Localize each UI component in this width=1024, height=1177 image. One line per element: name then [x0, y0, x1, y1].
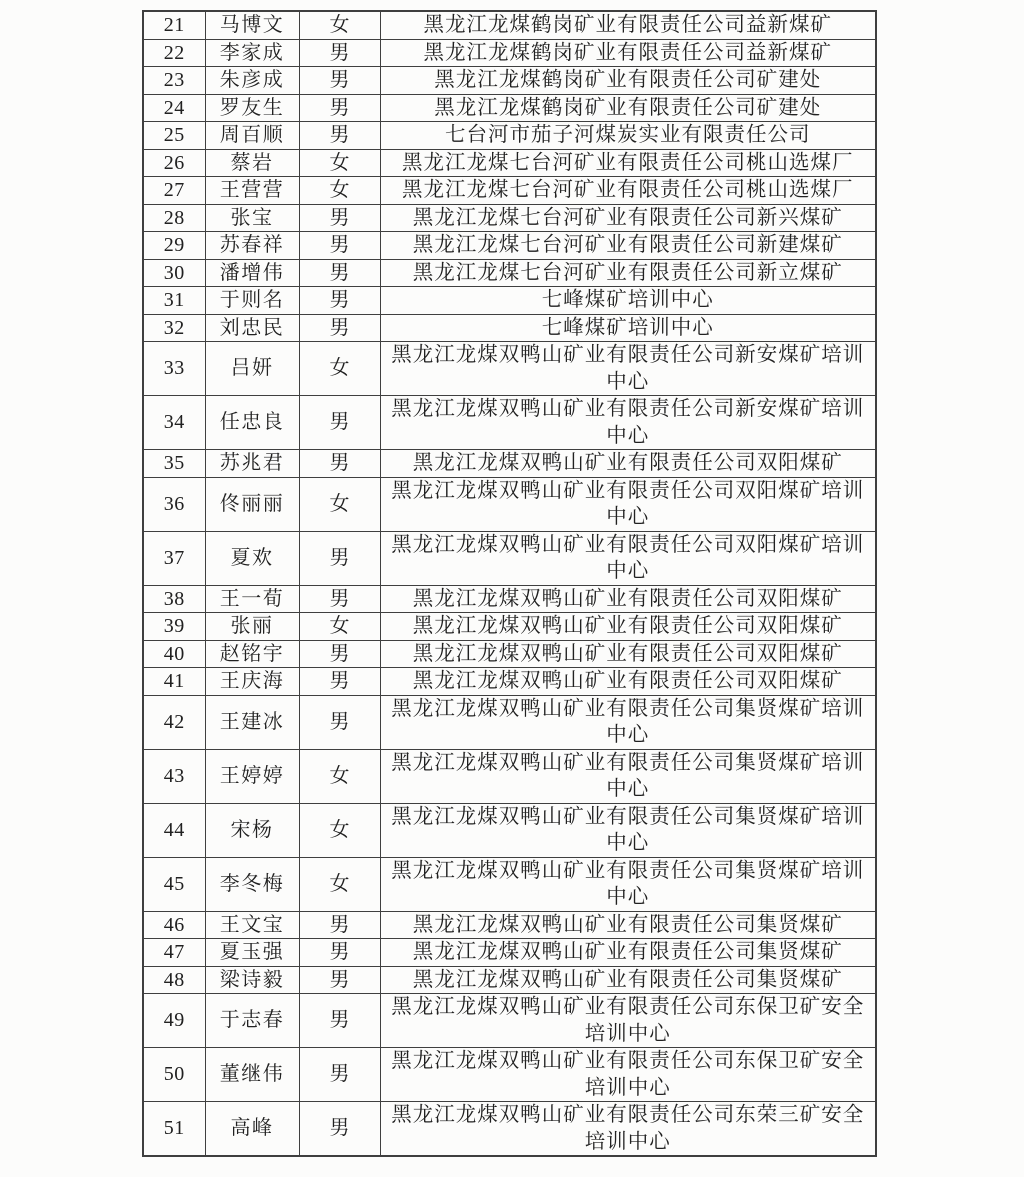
row-number-cell: 37 [143, 531, 205, 585]
name-cell: 王营营 [205, 177, 299, 205]
gender-cell: 女 [299, 477, 380, 531]
gender-cell: 女 [299, 613, 380, 641]
table-row [143, 94, 876, 122]
row-number-cell: 34 [143, 396, 205, 450]
gender-cell: 男 [299, 1102, 380, 1157]
gender-cell: 女 [299, 803, 380, 857]
row-number-cell: 51 [143, 1102, 205, 1157]
organization-cell: 黑龙江龙煤鹤岗矿业有限责任公司矿建处 [380, 94, 876, 122]
organization-cell: 黑龙江龙煤双鸭山矿业有限责任公司双阳煤矿 [380, 668, 876, 696]
gender-cell: 女 [299, 11, 380, 39]
organization-cell: 黑龙江龙煤七台河矿业有限责任公司桃山选煤厂 [380, 177, 876, 205]
name-cell: 罗友生 [205, 94, 299, 122]
table-row [143, 39, 876, 67]
row-number-cell: 24 [143, 94, 205, 122]
gender-cell: 男 [299, 67, 380, 95]
organization-cell: 黑龙江龙煤双鸭山矿业有限责任公司双阳煤矿 [380, 450, 876, 478]
table-row [143, 232, 876, 260]
row-number-cell: 43 [143, 749, 205, 803]
table-row [143, 342, 876, 396]
table-row [143, 122, 876, 150]
name-cell: 李冬梅 [205, 857, 299, 911]
table-row [143, 314, 876, 342]
name-cell: 周百顺 [205, 122, 299, 150]
organization-cell: 黑龙江龙煤七台河矿业有限责任公司桃山选煤厂 [380, 149, 876, 177]
organization-cell: 黑龙江龙煤双鸭山矿业有限责任公司新安煤矿培训中心 [380, 342, 876, 396]
gender-cell: 男 [299, 314, 380, 342]
name-cell: 高峰 [205, 1102, 299, 1157]
table-row [143, 11, 876, 39]
row-number-cell: 28 [143, 204, 205, 232]
row-number-cell: 35 [143, 450, 205, 478]
organization-cell: 七台河市茄子河煤炭实业有限责任公司 [380, 122, 876, 150]
name-cell: 赵铭宇 [205, 640, 299, 668]
name-cell: 王建冰 [205, 695, 299, 749]
row-number-cell: 38 [143, 585, 205, 613]
row-number-cell: 29 [143, 232, 205, 260]
table-row [143, 477, 876, 531]
name-cell: 蔡岩 [205, 149, 299, 177]
table-row [143, 531, 876, 585]
name-cell: 梁诗毅 [205, 966, 299, 994]
row-number-cell: 39 [143, 613, 205, 641]
row-number-cell: 30 [143, 259, 205, 287]
organization-cell: 黑龙江龙煤双鸭山矿业有限责任公司东保卫矿安全培训中心 [380, 1048, 876, 1102]
gender-cell: 男 [299, 668, 380, 696]
gender-cell: 男 [299, 450, 380, 478]
row-number-cell: 36 [143, 477, 205, 531]
organization-cell: 黑龙江龙煤双鸭山矿业有限责任公司双阳煤矿培训中心 [380, 531, 876, 585]
name-cell: 夏欢 [205, 531, 299, 585]
organization-cell: 黑龙江龙煤双鸭山矿业有限责任公司集贤煤矿 [380, 911, 876, 939]
table-row [143, 994, 876, 1048]
row-number-cell: 33 [143, 342, 205, 396]
name-cell: 王一荀 [205, 585, 299, 613]
gender-cell: 男 [299, 287, 380, 315]
table-row [143, 149, 876, 177]
organization-cell: 黑龙江龙煤双鸭山矿业有限责任公司新安煤矿培训中心 [380, 396, 876, 450]
organization-cell: 黑龙江龙煤双鸭山矿业有限责任公司集贤煤矿 [380, 966, 876, 994]
table-row [143, 857, 876, 911]
gender-cell: 男 [299, 396, 380, 450]
table-row [143, 749, 876, 803]
row-number-cell: 40 [143, 640, 205, 668]
row-number-cell: 44 [143, 803, 205, 857]
name-cell: 于则名 [205, 287, 299, 315]
row-number-cell: 22 [143, 39, 205, 67]
gender-cell: 男 [299, 39, 380, 67]
row-number-cell: 31 [143, 287, 205, 315]
row-number-cell: 46 [143, 911, 205, 939]
row-number-cell: 48 [143, 966, 205, 994]
table-row [143, 259, 876, 287]
row-number-cell: 41 [143, 668, 205, 696]
organization-cell: 黑龙江龙煤双鸭山矿业有限责任公司集贤煤矿培训中心 [380, 803, 876, 857]
gender-cell: 女 [299, 177, 380, 205]
personnel-roster-table [142, 10, 877, 1157]
organization-cell: 黑龙江龙煤双鸭山矿业有限责任公司双阳煤矿 [380, 585, 876, 613]
organization-cell: 七峰煤矿培训中心 [380, 314, 876, 342]
name-cell: 苏兆君 [205, 450, 299, 478]
gender-cell: 男 [299, 695, 380, 749]
row-number-cell: 45 [143, 857, 205, 911]
organization-cell: 黑龙江龙煤七台河矿业有限责任公司新立煤矿 [380, 259, 876, 287]
gender-cell: 男 [299, 122, 380, 150]
organization-cell: 黑龙江龙煤双鸭山矿业有限责任公司双阳煤矿 [380, 613, 876, 641]
name-cell: 王婷婷 [205, 749, 299, 803]
table-row [143, 287, 876, 315]
table-row [143, 966, 876, 994]
name-cell: 任忠良 [205, 396, 299, 450]
table-row [143, 67, 876, 95]
gender-cell: 男 [299, 911, 380, 939]
organization-cell: 黑龙江龙煤鹤岗矿业有限责任公司益新煤矿 [380, 11, 876, 39]
name-cell: 佟丽丽 [205, 477, 299, 531]
name-cell: 夏玉强 [205, 939, 299, 967]
table-row [143, 803, 876, 857]
organization-cell: 黑龙江龙煤双鸭山矿业有限责任公司集贤煤矿培训中心 [380, 857, 876, 911]
gender-cell: 男 [299, 939, 380, 967]
organization-cell: 黑龙江龙煤双鸭山矿业有限责任公司双阳煤矿 [380, 640, 876, 668]
table-row [143, 1102, 876, 1157]
table-row [143, 939, 876, 967]
row-number-cell: 25 [143, 122, 205, 150]
table-row [143, 613, 876, 641]
table-row [143, 396, 876, 450]
organization-cell: 黑龙江龙煤双鸭山矿业有限责任公司东保卫矿安全培训中心 [380, 994, 876, 1048]
name-cell: 吕妍 [205, 342, 299, 396]
name-cell: 张丽 [205, 613, 299, 641]
gender-cell: 女 [299, 857, 380, 911]
name-cell: 王文宝 [205, 911, 299, 939]
table-row [143, 640, 876, 668]
gender-cell: 男 [299, 204, 380, 232]
row-number-cell: 47 [143, 939, 205, 967]
organization-cell: 黑龙江龙煤双鸭山矿业有限责任公司集贤煤矿培训中心 [380, 749, 876, 803]
organization-cell: 黑龙江龙煤双鸭山矿业有限责任公司东荣三矿安全培训中心 [380, 1102, 876, 1157]
gender-cell: 男 [299, 994, 380, 1048]
name-cell: 王庆海 [205, 668, 299, 696]
name-cell: 朱彦成 [205, 67, 299, 95]
gender-cell: 女 [299, 342, 380, 396]
organization-cell: 七峰煤矿培训中心 [380, 287, 876, 315]
organization-cell: 黑龙江龙煤鹤岗矿业有限责任公司益新煤矿 [380, 39, 876, 67]
organization-cell: 黑龙江龙煤七台河矿业有限责任公司新兴煤矿 [380, 204, 876, 232]
table-row [143, 668, 876, 696]
table-row [143, 204, 876, 232]
organization-cell: 黑龙江龙煤鹤岗矿业有限责任公司矿建处 [380, 67, 876, 95]
name-cell: 刘忠民 [205, 314, 299, 342]
name-cell: 潘增伟 [205, 259, 299, 287]
gender-cell: 男 [299, 966, 380, 994]
gender-cell: 男 [299, 531, 380, 585]
table-row [143, 585, 876, 613]
name-cell: 苏春祥 [205, 232, 299, 260]
table-row [143, 1048, 876, 1102]
gender-cell: 男 [299, 585, 380, 613]
row-number-cell: 42 [143, 695, 205, 749]
table-row [143, 695, 876, 749]
row-number-cell: 23 [143, 67, 205, 95]
name-cell: 董继伟 [205, 1048, 299, 1102]
row-number-cell: 26 [143, 149, 205, 177]
roster-table-body [143, 11, 876, 1156]
row-number-cell: 32 [143, 314, 205, 342]
name-cell: 张宝 [205, 204, 299, 232]
gender-cell: 男 [299, 1048, 380, 1102]
name-cell: 李家成 [205, 39, 299, 67]
name-cell: 马博文 [205, 11, 299, 39]
organization-cell: 黑龙江龙煤双鸭山矿业有限责任公司双阳煤矿培训中心 [380, 477, 876, 531]
gender-cell: 女 [299, 749, 380, 803]
name-cell: 于志春 [205, 994, 299, 1048]
name-cell: 宋杨 [205, 803, 299, 857]
gender-cell: 男 [299, 640, 380, 668]
table-row [143, 911, 876, 939]
row-number-cell: 27 [143, 177, 205, 205]
table-row [143, 177, 876, 205]
gender-cell: 男 [299, 259, 380, 287]
row-number-cell: 50 [143, 1048, 205, 1102]
row-number-cell: 21 [143, 11, 205, 39]
row-number-cell: 49 [143, 994, 205, 1048]
gender-cell: 男 [299, 94, 380, 122]
organization-cell: 黑龙江龙煤七台河矿业有限责任公司新建煤矿 [380, 232, 876, 260]
organization-cell: 黑龙江龙煤双鸭山矿业有限责任公司集贤煤矿 [380, 939, 876, 967]
organization-cell: 黑龙江龙煤双鸭山矿业有限责任公司集贤煤矿培训中心 [380, 695, 876, 749]
table-row [143, 450, 876, 478]
gender-cell: 女 [299, 149, 380, 177]
gender-cell: 男 [299, 232, 380, 260]
